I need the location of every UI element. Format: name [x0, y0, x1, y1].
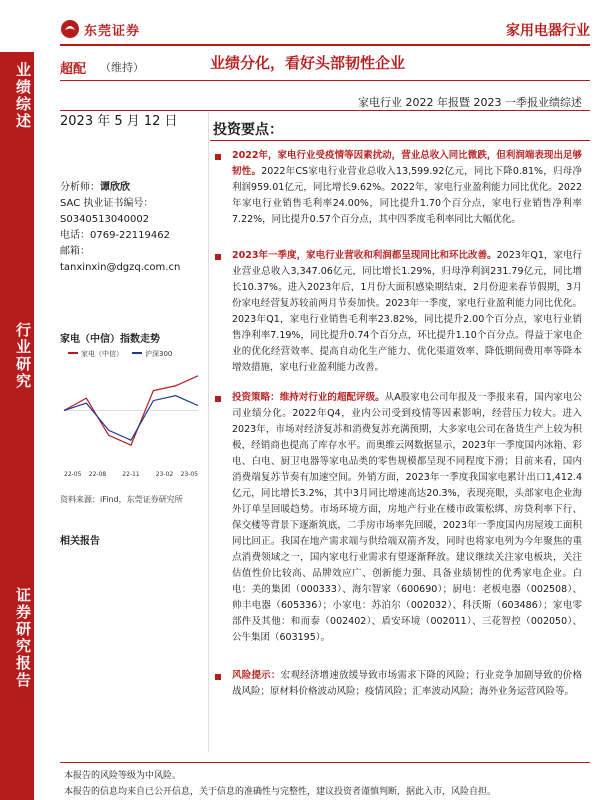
rating-note: （维持）	[100, 61, 144, 74]
para-lead: 风险提示：	[232, 670, 281, 681]
email-label: 邮箱：	[60, 246, 90, 257]
logo-text: 东莞证券	[84, 23, 141, 39]
key-points-divider	[210, 140, 590, 141]
para-lead: 投资策略：维持对行业的超配评级。	[232, 392, 385, 403]
x-tick-label: 22-08	[88, 471, 107, 478]
analyst-phone: 电话：0769-22119462	[60, 230, 170, 241]
paragraph-strategy	[232, 390, 582, 646]
x-tick-label: 23-02	[155, 471, 174, 478]
footer-disclaimer: 本报告的信息均来自已公开信息，关于信息的准确性与完整性，建议投资者谨慎判断，据此入市，风险自担。	[64, 787, 497, 797]
cert-number: S0340513040002	[60, 214, 150, 225]
header-divider	[60, 44, 590, 46]
x-tick-label: 22-11	[122, 471, 140, 478]
title-divider	[60, 80, 590, 81]
side-label-summary: 业绩综述	[14, 62, 32, 130]
para-lead: 2022年，家电行业受疫情等因素扰动，营业总收入同比微跌，但利润端表现出足够韧性。	[232, 150, 582, 177]
para-text: 2023年Q1，家电行业营业总收入3,347.06亿元，同比增长1.29%，归母净利润231.79亿元，同比增长10.37%。进入2023年后，1月份大面积感染期结束，2月份迎来春节假期，3月份家电经营复苏较前两月节奏加快。2023年一季度，家电行业盈利能力同比优化。2023年Q1，家电行业销售毛利率23.82%，同比提升2.00个百分点，家电行业销售净利率7.19%，同比提升0.74个百分点，环比提升1.10个百分点。得益于家电企业的优化经营效率、提高自动化生产能力、优化渠道效率、降低期间费用率等降本增效措施，家电行业盈利能力改善。	[232, 250, 582, 373]
report-date: 2023 年 5 月 12 日	[60, 114, 178, 129]
rating: 超配	[60, 62, 87, 77]
footer-risk-level: 本报告的风险等级为中风险。	[64, 771, 182, 781]
para-text: 宏观经济增速放缓导致市场需求下降的风险；行业竞争加剧导致的价格战风险；原材料价格波动风险；疫情风险；汇率波动风险；海外业务运营风险等。	[232, 670, 582, 697]
analyst-label: 分析师：	[60, 182, 100, 193]
paragraph-2022	[232, 148, 582, 228]
company-logo	[60, 14, 180, 44]
related-reports-heading: 相关报告	[60, 536, 100, 547]
paragraph-2023q1	[232, 248, 582, 376]
bullet-icon	[215, 674, 221, 680]
bullet-icon	[215, 254, 221, 260]
sector-title: 家用电器行业	[506, 23, 590, 39]
series-line	[64, 396, 198, 441]
cert-label: SAC 执业证书编号：	[60, 198, 154, 209]
para-text: 2022年CS家电行业营业总收入13,599.92亿元，同比下降0.81%，归母净利润959.01亿元，同比增长9.62%。2022年，家电行业盈利能力同比优化。2022年家电行业销售毛利率24.00%，同比提升1.70个百分点，家电行业销售净利率7.22%，同比提升0.57个百分点，其中四季度毛利率同比大幅优化。	[232, 166, 582, 225]
bullet-icon	[215, 154, 221, 160]
side-label-report: 证券研究报告	[14, 587, 32, 689]
analyst-email[interactable]: tanxinxin@dgzq.com.cn	[60, 262, 181, 273]
report-title: 业绩分化，看好头部韧性企业	[210, 54, 406, 72]
paragraph-risk	[232, 668, 582, 700]
bullet-icon	[215, 396, 221, 402]
legend-label: 家电（中信）	[81, 350, 123, 358]
key-points-title: 投资要点：	[213, 122, 283, 138]
analyst-name: 谭欣欣	[100, 182, 130, 193]
chart-source: 资料来源：iFind，东莞证券研究所	[60, 495, 183, 504]
x-tick-label: 22-05	[64, 471, 82, 478]
index-chart	[60, 330, 202, 485]
report-subtitle: 家电行业 2022 年报暨 2023 一季报业绩综述	[358, 96, 582, 109]
side-label-industry: 行业研究	[14, 322, 32, 390]
legend-label: 沪深300	[145, 350, 173, 358]
chart-svg	[60, 347, 202, 482]
column-divider	[208, 112, 209, 752]
chart-title: 家电（中信）指数走势	[60, 334, 160, 345]
footer-divider	[60, 762, 590, 763]
analyst-info	[60, 180, 200, 276]
side-bar	[0, 52, 34, 800]
para-text: 从A股家电公司年报及一季报来看，国内家电公司业绩分化。2022年Q4，业内公司受到疫情等因素影响，经营压力较大。进入2023年，市场对经济复苏和消费复苏充满预期，大多家电公司在备货生产上较为积极，经销商也提高了库存水平。而奥维云网数据显示，2023年一季度国内冰箱、彩电、白电、厨卫电器等家电品类的零售规模都呈现不同程度下滑；目前来看，国内消费端复苏节奏有加速空间。外销方面，2023年一季度我国家电累计出口1,412.4亿元，同比增长3.2%，其中3月同比增速高达20.3%，表现亮眼，头部家电企业海外订单呈回暖趋势。市场环境方面，房地产行业在楼市政策松绑、房贷利率下行、保交楼等背景下逐渐筑底，二手房市场率先回暖，2023年一季度国内房屋竣工面积同比回正。我国在地产需求端与供给端双箭齐发，同时也将家电列为今年聚焦的重点消费领域之一，国内家电行业需求有望逐渐释放。建议继续关注家电板块，关注估值性价比较高、品牌效应广、创新能力强、具备业绩韧性的优秀家电企业。白电：美的集团（000333）、海尔智家（600690）；厨电：老板电器（002508）、帅丰电器（605336）；小家电：苏泊尔（002032）、科沃斯（603486）；家电零部件及其他：和而泰（002402）、盾安环境（002011）、三花智控（002050）、公牛集团（603195）。	[232, 392, 582, 643]
x-tick-label: 23-05	[180, 471, 198, 478]
logo-mark-icon	[60, 19, 80, 39]
para-lead: 2023年一季度，家电行业营收和利润都呈现同比和环比改善。	[232, 250, 497, 261]
